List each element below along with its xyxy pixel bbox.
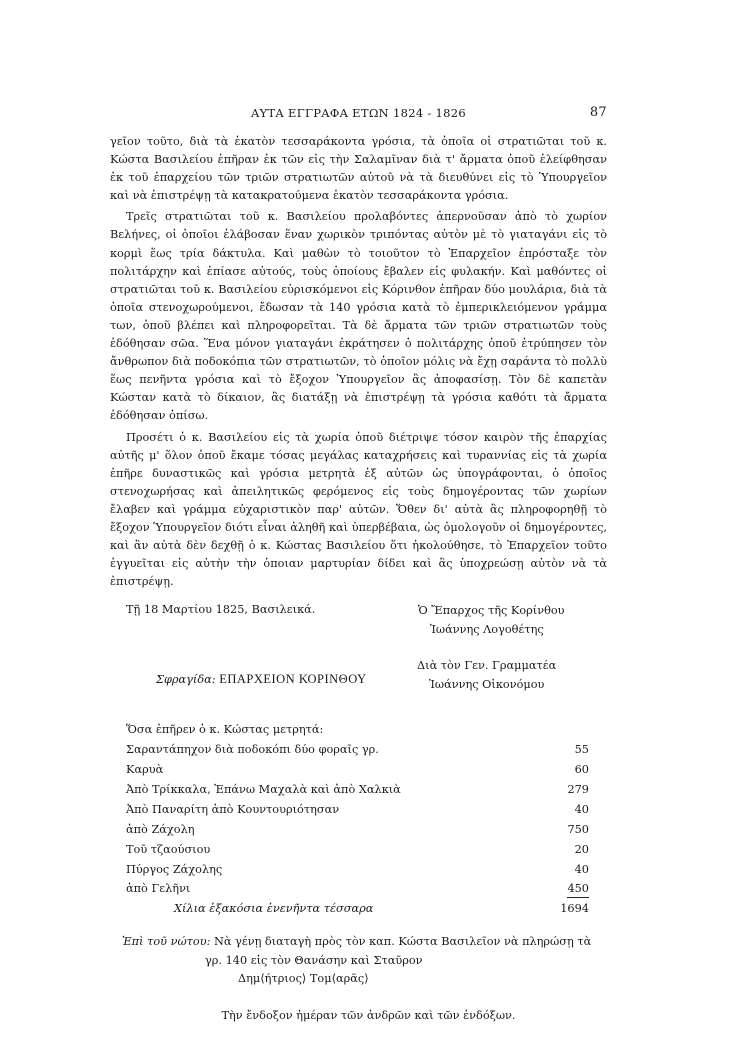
list-item <box>110 740 607 760</box>
item-value: 40 <box>574 802 589 816</box>
seal-text: ΕΠΑΡΧΕΙΟΝ ΚΟΡΙΝΘΟΥ <box>219 672 367 687</box>
item-value: 750 <box>567 822 589 836</box>
list-total <box>110 899 607 919</box>
list-item <box>110 880 607 900</box>
list-item <box>110 800 607 820</box>
note-line-1: Νὰ γένῃ διαταγὴ πρὸς τὸν καπ. Κώστα Βασιλεῖον νὰ πληρώσῃ τὰ <box>214 935 592 949</box>
secretary-signature <box>407 656 556 694</box>
paragraph-1: γεῖον τοῦτο, διὰ τὰ ἑκατὸν τεσσαράκοντα γρόσια, τὰ ὁποῖα οἱ στρατιῶται τοῦ κ. Κώστα Βασιλείου ἐπῆραν ἐκ τῶν εἰς τὴν Σαλαμῖναν διὰ τ' ἄρματα ὁποῦ ἐλείφθησαν ἐκ τοῦ ἐπαρχείου τῶν τριῶν στρατιωτῶν αὐτοῦ νὰ τὰ διευθύνει εἰς τὸ Ὑπουργεῖον καὶ νὰ ἐπιστρέψῃ τὰ κατακρατούμενα ἑκατὸν τεσσαράκοντα γρόσια. <box>110 135 607 203</box>
item-label: ἀπὸ Γελῆνι <box>126 882 191 896</box>
item-label: Καρυὰ <box>126 763 164 777</box>
item-value: 60 <box>574 763 589 777</box>
list-heading: Ὅσα ἐπῆρεν ὁ κ. Κώστας μετρητά: <box>126 723 324 737</box>
verso-note <box>110 933 607 989</box>
paragraph-2: Τρεῖς στρατιῶται τοῦ κ. Βασιλείου προλαβόντες ἀπερνοῦσαν ἀπὸ τὸ χωρίον Βελήνες, οἱ ὁποῖοι ἐλάβοσαν ἕναν χωρικὸν τριπόντας αὐτὸν μὲ τὸ γιαταγάνι εἰς τὸ κορμὶ ἕως τρία δάκτυλα. Καὶ μαθὼν τὸ τοιοῦτον τὸ Ἐπαρχεῖον ἐπρόσταξε τὸν πολιτάρχην καὶ ἐπίασε αὐτούς, τοὺς ὁποίους ἔβαλεν εἰς φυλακήν. Καὶ μαθόντες οἱ στρατιῶται τοῦ κ. Βασιλείου εὑρισκόμενοι εἰς Κόρινθον ἐπῆραν δύο μουλάρια, διὰ τὰ ὁποῖα στενοχωρούμενοι, ἔδωσαν τὰ 140 γρόσια κατὰ τὸ ἐμπερικλειόμενον γράμμα των, ὁποῦ βλέπει καὶ πληροφορεῖται. Τὰ δὲ ἄρματα τῶν τριῶν στρατιωτῶν τοὺς ἐδόθησαν σῶα. Ἕνα μόνον γιαταγάνι ἐκράτησεν ὁ πολιτάρχης ὁποῦ ἐτρύπησεν τὸν ἄνθρωπον διὰ ποδοκόπια τῶν στρατιωτῶν, τὸ ὁποῖον μόλις νὰ ἔχῃ σαράντα τὸ πολλὺ ἕως πενῆντα γρόσια καὶ τὸ ἔξοχον Ὑπουργεῖον ἂς ἀποφασίσῃ. Τὸν δὲ καπετὰν Κώσταν κατὰ τὸ δίκαιον, ἂς διατάξῃ νὰ ἐπιστρέψῃ τὰ γρόσια καθότι τὰ ἄρματα ἐδόθησαν ὀπίσω. <box>110 210 607 423</box>
list-item <box>110 780 607 800</box>
secretary-name: Ἰωάννης Οἰκονόμου <box>429 678 545 692</box>
note-line-2: γρ. 140 εἰς τὸν Θανάσην καὶ Σταῦρον <box>205 953 423 967</box>
list-item <box>110 760 607 780</box>
item-label: Ἀπὸ Παναρίτη ἀπὸ Κουντουριότησαν <box>126 802 340 816</box>
item-label: Ἀπὸ Τρίκκαλα, Ἐπάνω Μαχαλὰ καὶ ἀπὸ Χαλκιὰ <box>126 783 401 797</box>
note-label: Ἐπὶ τοῦ νώτου: <box>122 935 211 949</box>
secretary-title: Διὰ τὸν Γεν. Γραμματέα <box>417 659 557 673</box>
document-body <box>110 133 607 1025</box>
note-signer: Δημ⟨ήτριος⟩ Τομ⟨αρᾶς⟩ <box>238 972 369 986</box>
seal-label: Σφραγίδα: <box>156 673 216 687</box>
payments-list <box>110 721 607 919</box>
list-item <box>110 820 607 840</box>
total-value: 1694 <box>560 902 589 916</box>
closing-line: Τὴν ἔνδοξον ἡμέραν τῶν ἀνδρῶν καὶ τῶν ἐνδόξων. <box>221 1008 516 1022</box>
paragraph-3: Προσέτι ὁ κ. Βασιλείου εἰς τὰ χωρία ὁποῦ διέτριψε τόσον καιρὸν τῆς ἐπαρχίας αὐτῆς μ' ὅλον ὁποῦ ἔκαμε τόσας μεγάλας καταχρήσεις καὶ τυραννίας εἰς τὰ χωρία ἐπῆρε δυναστικῶς καὶ γρόσια μετρητὰ ἐξ αὐτῶν ὡς ὑπογράφονται, ὁ ὁποῖος στενοχωρήσας καὶ ἀπειλητικῶς φερόμενος εἰς τοὺς δημογέροντας τῶν χωρίων ἔλαβεν καὶ γράμμα εὐχαριστικὸν παρ' αὐτῶν. Ὅθεν δι' αὐτὰ ἂς πληροφορηθῇ τὸ ἔξοχον Ὑπουργεῖον διότι εἶναι ἀληθῆ καὶ ὑπερβέβαια, ὡς ὁμολογοῦν οἱ δημογέροντες, καὶ ἂν αὐτὰ δὲν δεχθῇ ὁ κ. Κώστας Βασιλείου ὅτι ἠκολούθησε, τὸ Ἐπαρχεῖον τοῦτο ἐγγυεῖται εἰς αὐτὴν τὴν ὁποιαν μαρτυρίαν δίδει καὶ ἂς ὑποχρεώσῃ αὐτὸν νὰ τὰ ἐπιστρέψῃ. <box>110 430 607 589</box>
item-label: Πύργος Ζάχολης <box>126 862 223 876</box>
seal <box>156 670 367 689</box>
total-label: Χίλια ἑξακόσια ἐνενῆντα τέσσαρα <box>174 902 374 916</box>
list-item <box>110 860 607 880</box>
item-value: 55 <box>574 743 589 757</box>
item-value: 20 <box>574 842 589 856</box>
running-title: ΑΥΤΑ ΕΓΓΡΑΦΑ ΕΤΩΝ 1824 - 1826 <box>250 106 467 120</box>
item-label: Τοῦ τζαούσιου <box>126 842 211 856</box>
signature-block <box>110 601 607 715</box>
item-value: 450 <box>567 881 589 898</box>
item-label: Σαραντάπηχον διὰ ποδοκόπι δύο φοραῖς γρ. <box>126 743 379 757</box>
item-value: 40 <box>574 862 589 876</box>
item-value: 279 <box>567 783 589 797</box>
eparch-name: Ἰωάννης Λογοθέτης <box>430 623 544 637</box>
eparch-signature <box>418 601 565 639</box>
list-item <box>110 840 607 860</box>
eparch-title: Ὁ Ἔπαρχος τῆς Κορίνθου <box>418 604 565 618</box>
running-head <box>110 106 607 120</box>
page-number: 87 <box>589 105 607 120</box>
document-date: Τῇ 18 Μαρτίου 1825, Βασιλεικά. <box>126 603 316 617</box>
item-label: ἀπὸ Ζάχολη <box>126 822 195 836</box>
